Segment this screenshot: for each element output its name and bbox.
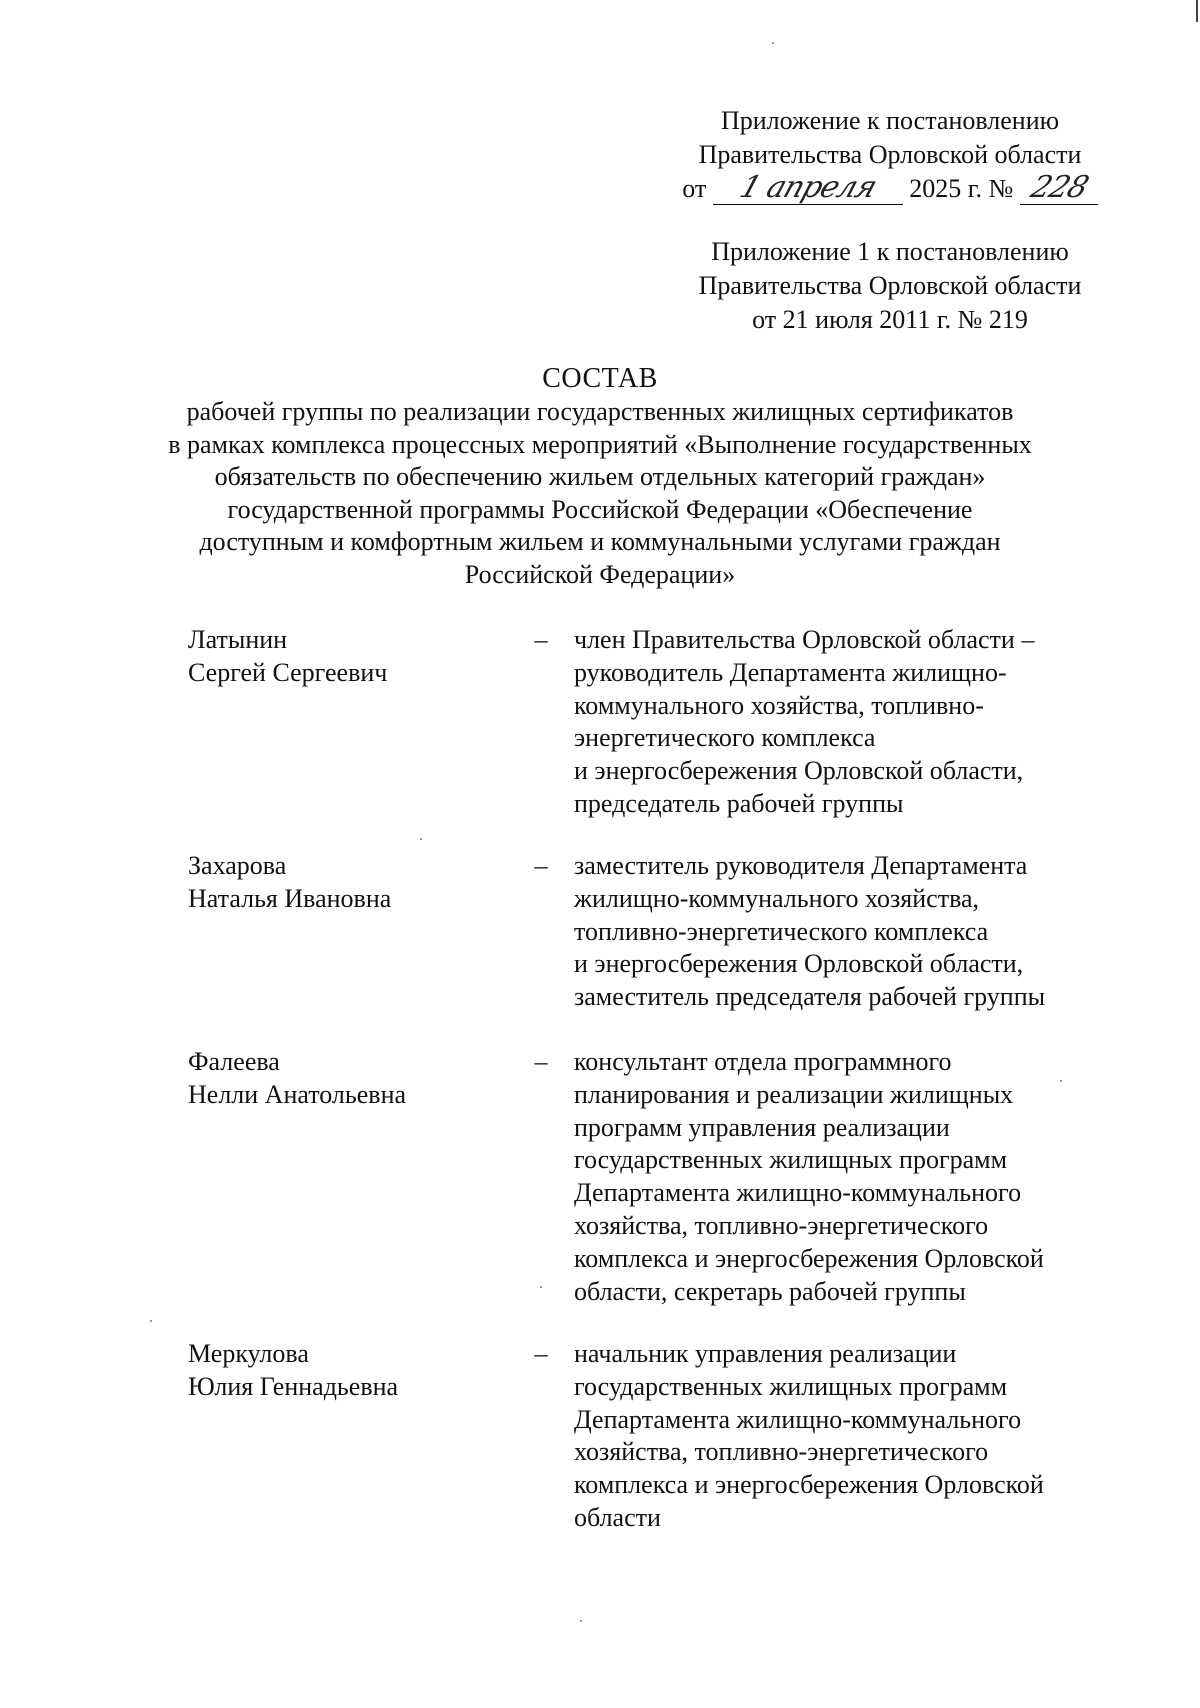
member-entry — [188, 624, 1118, 850]
subtitle-line: в рамках комплекса процессных мероприятий «Выполнение государственных — [168, 429, 1032, 459]
member-given-name: Юлия Геннадьевна — [188, 1371, 399, 1401]
handwritten-number: 228 — [1026, 170, 1092, 205]
member-name — [188, 850, 518, 916]
original-appendix-line3: от 21 июля 2011 г. № 219 — [752, 305, 1028, 334]
member-surname: Захарова — [188, 851, 287, 880]
member-role — [574, 850, 1118, 1014]
role-line: Департамента жилищно-коммунального — [574, 1404, 1022, 1434]
from-prefix: от — [682, 174, 707, 203]
role-line: начальник управления реализации — [574, 1339, 957, 1368]
date-fill — [713, 170, 903, 205]
member-entry — [188, 1046, 1118, 1338]
role-line: хозяйства, топливно-энергетического — [574, 1437, 989, 1467]
subtitle-line: рабочей группы по реализации государственных жилищных сертификатов — [186, 397, 1014, 426]
member-given-name: Наталья Ивановна — [188, 883, 392, 913]
role-line: области, секретарь рабочей группы — [574, 1276, 966, 1306]
role-line: руководитель Департамента жилищно- — [574, 657, 1007, 687]
handwritten-date: 1 апреля — [735, 170, 881, 205]
number-fill — [1020, 170, 1098, 205]
role-line: жилищно-коммунального хозяйства, — [574, 883, 980, 913]
subtitle-line: государственной программы Российской Федерации «Обеспечение — [227, 494, 973, 524]
subtitle-line: Российской Федерации» — [464, 559, 736, 589]
appendix-header — [660, 104, 1120, 206]
role-line: хозяйства, топливно-энергетического — [574, 1210, 989, 1240]
appendix-header-line2: Правительства Орловской области — [698, 140, 1082, 169]
role-line: государственных жилищных программ — [574, 1371, 1008, 1401]
member-role — [574, 1338, 1118, 1535]
scan-speck — [150, 1320, 152, 1322]
role-line: заместитель председателя рабочей группы — [574, 982, 1046, 1012]
member-given-name: Сергей Сергеевич — [188, 657, 388, 687]
member-given-name: Нелли Анатольевна — [188, 1079, 407, 1109]
scan-speck — [772, 42, 774, 44]
role-line: коммунального хозяйства, топливно- — [574, 690, 984, 720]
member-name — [188, 1046, 518, 1112]
role-line: топливно-энергетического комплекса — [574, 916, 989, 946]
role-line: Департамента жилищно-коммунального — [574, 1178, 1022, 1208]
member-dash: – — [534, 1047, 548, 1076]
member-entry — [188, 1338, 1118, 1538]
original-appendix — [660, 235, 1120, 337]
role-line: программ управления реализации — [574, 1112, 950, 1142]
appendix-header-date-line — [660, 172, 1120, 206]
subtitle-line: доступным и комфортным жильем и коммунальными услугами граждан — [199, 527, 1001, 556]
role-line: комплекса и энергосбережения Орловской — [574, 1470, 1044, 1500]
member-name — [188, 1338, 518, 1404]
member-surname: Латынин — [188, 625, 288, 654]
scan-speck — [420, 838, 422, 840]
scan-edge-mark — [1196, 0, 1198, 22]
role-line: государственных жилищных программ — [574, 1145, 1008, 1175]
document-title: СОСТАВ — [542, 363, 658, 394]
member-dash: – — [534, 1339, 548, 1368]
role-line: заместитель руководителя Департамента — [574, 851, 1028, 880]
role-line: и энергосбережения Орловской области, — [574, 756, 1024, 786]
original-appendix-line1: Приложение 1 к постановлению — [711, 237, 1069, 266]
role-line: председатель рабочей группы — [574, 788, 904, 818]
member-surname: Меркулова — [188, 1339, 309, 1368]
role-line: планирования и реализации жилищных — [574, 1079, 1014, 1109]
member-entry — [188, 850, 1118, 1046]
role-line: области — [574, 1502, 661, 1532]
role-line: консультант отдела программного — [574, 1047, 952, 1076]
member-name — [188, 624, 518, 690]
member-role — [574, 624, 1118, 821]
member-dash: – — [534, 625, 548, 654]
member-role — [574, 1046, 1118, 1308]
members-list — [188, 624, 1118, 1538]
document-subtitle — [120, 396, 1080, 591]
role-line: комплекса и энергосбережения Орловской — [574, 1243, 1044, 1273]
scan-speck — [1060, 1080, 1062, 1082]
role-line: и энергосбережения Орловской области, — [574, 949, 1024, 979]
scan-speck — [580, 1620, 582, 1622]
year-text: 2025 г. № — [909, 174, 1014, 203]
scan-speck — [540, 1286, 542, 1288]
role-line: энергетического комплекса — [574, 723, 876, 753]
original-appendix-line2: Правительства Орловской области — [698, 271, 1082, 300]
appendix-header-line1: Приложение к постановлению — [720, 106, 1060, 135]
member-surname: Фалеева — [188, 1047, 280, 1076]
member-dash: – — [534, 851, 548, 880]
subtitle-line: обязательств по обеспечению жильем отдельных категорий граждан» — [214, 462, 986, 491]
role-line: член Правительства Орловской области – — [574, 625, 1035, 654]
